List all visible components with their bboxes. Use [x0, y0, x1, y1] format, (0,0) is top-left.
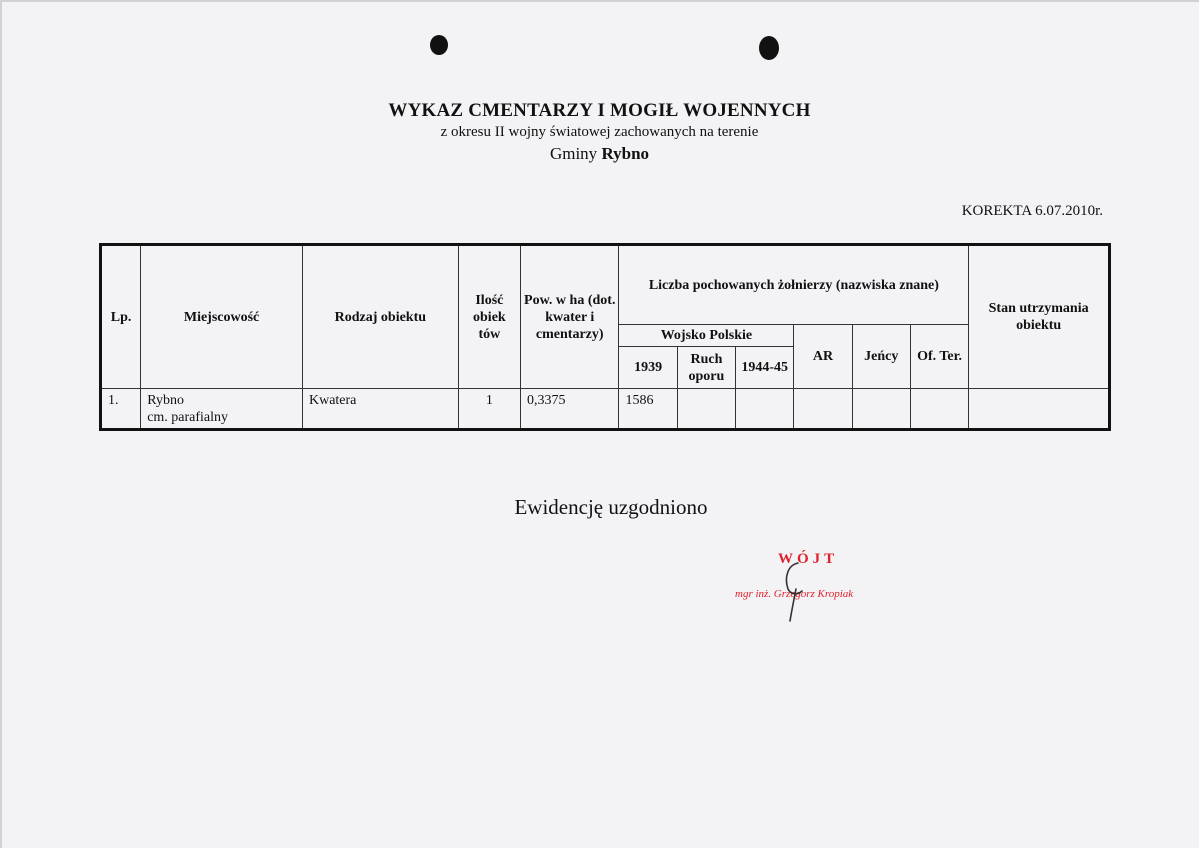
gmina-prefix: Gminy — [549, 144, 598, 163]
header-ilosc: Ilość obiek tów — [458, 245, 520, 389]
header-of-ter: Of. Ter. — [910, 325, 968, 389]
cell-ilosc: 1 — [458, 389, 520, 430]
cell-stan — [969, 389, 1110, 430]
cell-rodzaj: Kwatera — [302, 389, 458, 430]
header-1944-45: 1944-45 — [736, 347, 794, 389]
stamp-name: mgr inż. Grzegorz Kropiak — [735, 588, 854, 600]
header-jency: Jeńcy — [852, 325, 910, 389]
cell-miejscowosc — [141, 389, 303, 430]
document-title: WYKAZ CMENTARZY I MOGIŁ WOJENNYCH — [388, 100, 811, 121]
gmina-name: Rybno — [601, 144, 650, 163]
gmina-line — [0, 144, 1199, 164]
punch-hole-right — [759, 36, 779, 60]
cell-miejscowosc-line2: cm. parafialny — [147, 410, 229, 425]
header-ar: AR — [794, 325, 852, 389]
header-liczba: Liczba pochowanych żołnierzy (nazwiska znane) — [619, 245, 969, 325]
cell-pow: 0,3375 — [521, 389, 619, 430]
header-wojsko-polskie: Wojsko Polskie — [619, 325, 794, 347]
punch-hole-left — [430, 35, 448, 55]
cell-ar — [794, 389, 852, 430]
cell-of-ter — [910, 389, 968, 430]
cell-lp: 1. — [101, 389, 141, 430]
cell-1939: 1586 — [619, 389, 677, 430]
korekta-date: KOREKTA 6.07.2010r. — [961, 203, 1103, 219]
stamp-title: WÓJT — [778, 551, 839, 567]
ewidencja-note: Ewidencję uzgodniono — [514, 495, 708, 519]
header-ruch-oporu: Ruch oporu — [677, 347, 735, 389]
header-lp: Lp. — [101, 245, 141, 389]
header-pow: Pow. w ha (dot. kwater i cmentarzy) — [521, 245, 619, 389]
header-row-1 — [101, 245, 1110, 325]
cell-miejscowosc-line1: Rybno — [147, 393, 184, 408]
header-rodzaj: Rodzaj obiektu — [302, 245, 458, 389]
table-row — [101, 389, 1110, 430]
header-miejscowosc: Miejscowość — [141, 245, 303, 389]
cemetery-register-table — [99, 243, 1111, 431]
cell-1944-45 — [736, 389, 794, 430]
signature-icon — [760, 555, 830, 625]
header-1939: 1939 — [619, 347, 677, 389]
cell-ruch-oporu — [677, 389, 735, 430]
header-stan: Stan utrzymania obiektu — [969, 245, 1110, 389]
document-subtitle: z okresu II wojny światowej zachowanych na terenie — [440, 124, 759, 140]
cell-jency — [852, 389, 910, 430]
